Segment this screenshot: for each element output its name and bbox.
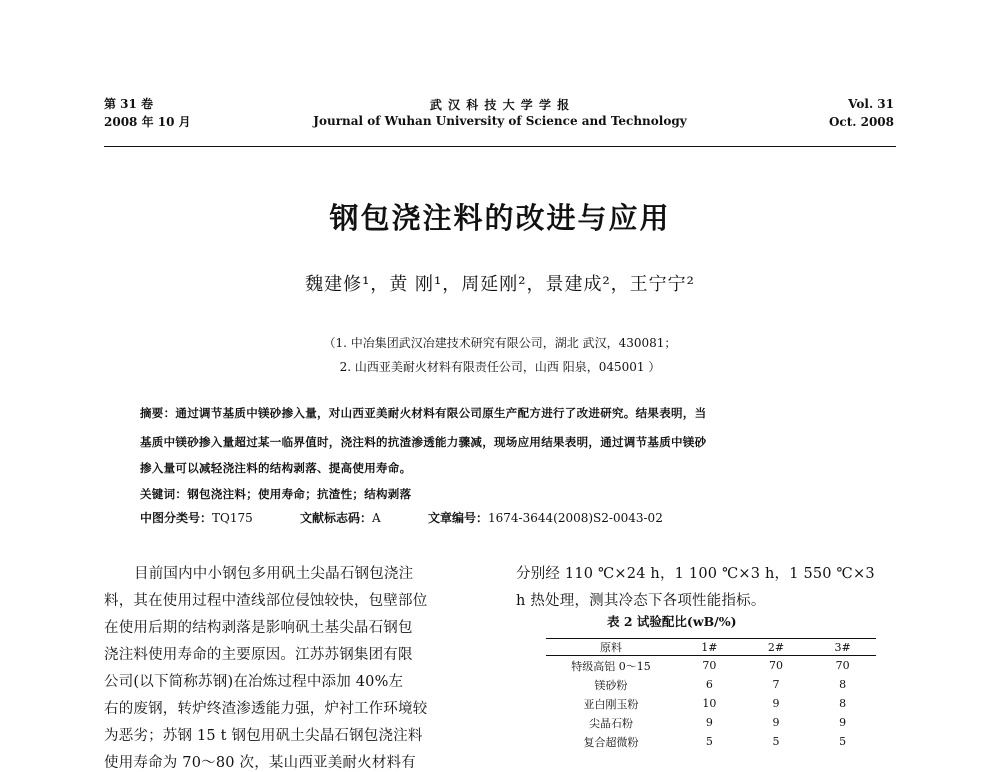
volume-label: 第 31 卷 <box>104 97 154 111</box>
table-cell: 9 <box>705 716 713 729</box>
article-value: 1674-3644(2008)S2-0043-02 <box>488 511 663 525</box>
body-text-line: 公司(以下简称苏钢)在冶炼过程中添加 40%左 <box>104 674 404 690</box>
table-row <box>546 694 876 713</box>
table-header-cell: 1# <box>676 639 743 656</box>
table-cell: 镁砂粉 <box>594 678 628 692</box>
body-text-line: 右的废钢，转炉终渣渗透能力强，炉衬工作环境较 <box>104 701 428 717</box>
issue-date: 2008 年 10 月 <box>104 115 191 129</box>
table-cell: 5 <box>772 735 780 748</box>
keywords: 关键词：钢包浇注料；使用寿命；抗渣性；结构剥落 <box>140 487 412 501</box>
clc-value: TQ175 <box>212 511 253 525</box>
clc-number <box>140 509 253 526</box>
body-text-line: h 热处理，测其冷态下各项性能指标。 <box>516 593 766 609</box>
table-cell: 5 <box>839 735 847 748</box>
table-row <box>546 732 876 751</box>
abstract-line: 摘要：通过调节基质中镁砂掺入量，对山西亚美耐火材料有限公司原生产配方进行了改进研究。结果表明，当 <box>140 406 707 420</box>
abstract-line: 基质中镁砂掺入量超过某一临界值时，浇注料的抗渣渗透能力骤减，现场应用结果表明，通过调节基质中镁砂 <box>140 435 707 449</box>
table-cell: 70 <box>835 659 850 672</box>
table-cell: 7 <box>772 678 780 691</box>
body-text-line: 使用寿命为 70～80 次，某山西亚美耐火材料有 <box>104 755 416 771</box>
body-text-line: 分别经 110 ℃×24 h，1 100 ℃×3 h，1 550 ℃×3 <box>516 566 875 582</box>
article-title: 钢包浇注料的改进与应用 <box>329 201 671 235</box>
doc-value: A <box>372 511 381 525</box>
table-cell: 8 <box>839 697 847 710</box>
table-header-row <box>546 639 876 656</box>
journal-name-en: Journal of Wuhan University of Science and Technology <box>313 114 687 128</box>
table-row <box>546 656 876 676</box>
table-caption: 表 2 试验配比(wB/%) <box>607 614 737 629</box>
body-text-line: 目前国内中小钢包多用矾土尖晶石钢包浇注 <box>134 566 414 582</box>
table-cell: 亚白刚玉粉 <box>583 697 639 711</box>
table-header-cell: 2# <box>743 639 810 656</box>
affiliation-line: （1. 中冶集团武汉冶建技术研究有限公司，湖北 武汉，430081； <box>323 336 677 350</box>
body-text-line: 浇注料使用寿命的主要原因。江苏苏钢集团有限 <box>104 647 413 663</box>
clc-label: 中图分类号： <box>140 511 213 525</box>
article-label: 文章编号： <box>428 511 489 525</box>
table-cell: 70 <box>768 659 783 672</box>
doc-label: 文献标志码： <box>300 511 373 525</box>
table-header-cell: 3# <box>809 639 876 656</box>
date-en: Oct. 2008 <box>828 115 894 129</box>
table-row <box>546 675 876 694</box>
body-text-line: 在使用后期的结构剥落是影响矾土基尖晶石钢包 <box>104 620 413 636</box>
table-cell: 尖晶石粉 <box>589 716 633 730</box>
body-text-line: 为恶劣；苏钢 15 t 钢包用矾土尖晶石钢包浇注料 <box>104 728 423 744</box>
table-cell: 5 <box>705 735 713 748</box>
abstract-line: 掺入量可以减轻浇注料的结构剥落、提高使用寿命。 <box>140 461 412 475</box>
article-number <box>428 509 663 526</box>
table-row <box>546 713 876 732</box>
table-cell: 9 <box>772 697 780 710</box>
journal-name-cn: 武 汉 科 技 大 学 学 报 <box>429 98 571 112</box>
header-rule <box>104 146 896 147</box>
table-cell: 9 <box>772 716 780 729</box>
table-cell: 10 <box>702 697 717 710</box>
table-cell: 70 <box>702 659 717 672</box>
author-list: 魏建修¹，黄 刚¹，周延刚²，景建成²，王宁宁² <box>305 274 695 295</box>
table-cell: 8 <box>839 678 847 691</box>
mix-ratio-table <box>546 638 876 751</box>
affiliation-line: 2. 山西亚美耐火材料有限责任公司，山西 阳泉，045001 ） <box>339 360 661 374</box>
table-cell: 复合超微粉 <box>583 735 639 749</box>
document-code <box>300 509 381 526</box>
table-cell: 特级高铝 0～15 <box>571 659 651 673</box>
table-cell: 9 <box>839 716 847 729</box>
body-text-line: 料，其在使用过程中渣线部位侵蚀较快，包壁部位 <box>104 593 428 609</box>
table-cell: 6 <box>705 678 713 691</box>
table-header-cell: 原料 <box>546 639 676 656</box>
volume-en: Vol. 31 <box>848 97 894 111</box>
